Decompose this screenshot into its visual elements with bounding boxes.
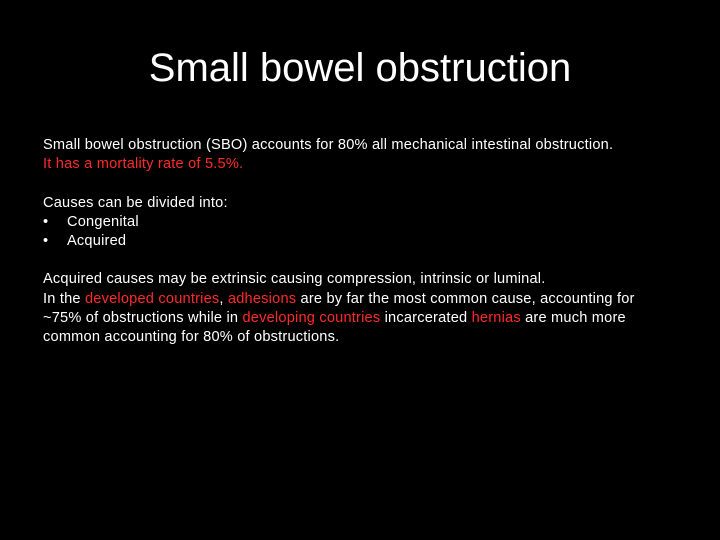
acquired-causes-line: Acquired causes may be extrinsic causing compression, intrinsic or luminal. [43,271,546,288]
paragraph-spacer [43,251,688,270]
text-run: are much more [520,309,626,326]
developed-countries-line [43,290,688,309]
intro-line: Small bowel obstruction (SBO) accounts for 80% all mechanical intestinal obstruction. [43,137,614,153]
highlight-developed-countries: developed countries [84,290,220,307]
bullet-item [43,213,688,232]
text-run: are by far the most common cause, accounting for [296,290,635,307]
text-run: , [219,290,228,307]
highlight-hernias: hernias [471,309,521,326]
text-run: incarcerated [380,309,472,326]
developing-countries-line [43,309,688,328]
bullet-item [43,232,688,251]
causes-heading: Causes can be divided into: [43,194,228,211]
paragraph-spacer [43,174,688,193]
mortality-line: It has a mortality rate of 5.5%. [43,156,244,173]
closing-line: common accounting for 80% of obstructions. [43,329,340,345]
text-run: In the [43,290,85,307]
highlight-adhesions: adhesions [227,290,297,307]
text-run: ~75% of obstructions while in [43,309,243,326]
bullet-label: Congenital [67,213,139,230]
bullet-icon: • [43,233,49,249]
bullet-icon: • [43,213,49,230]
slide-body [43,136,688,347]
highlight-developing-countries: developing countries [242,309,381,326]
slide-title: Small bowel obstruction [148,46,572,90]
bullet-label: Acquired [67,233,127,249]
